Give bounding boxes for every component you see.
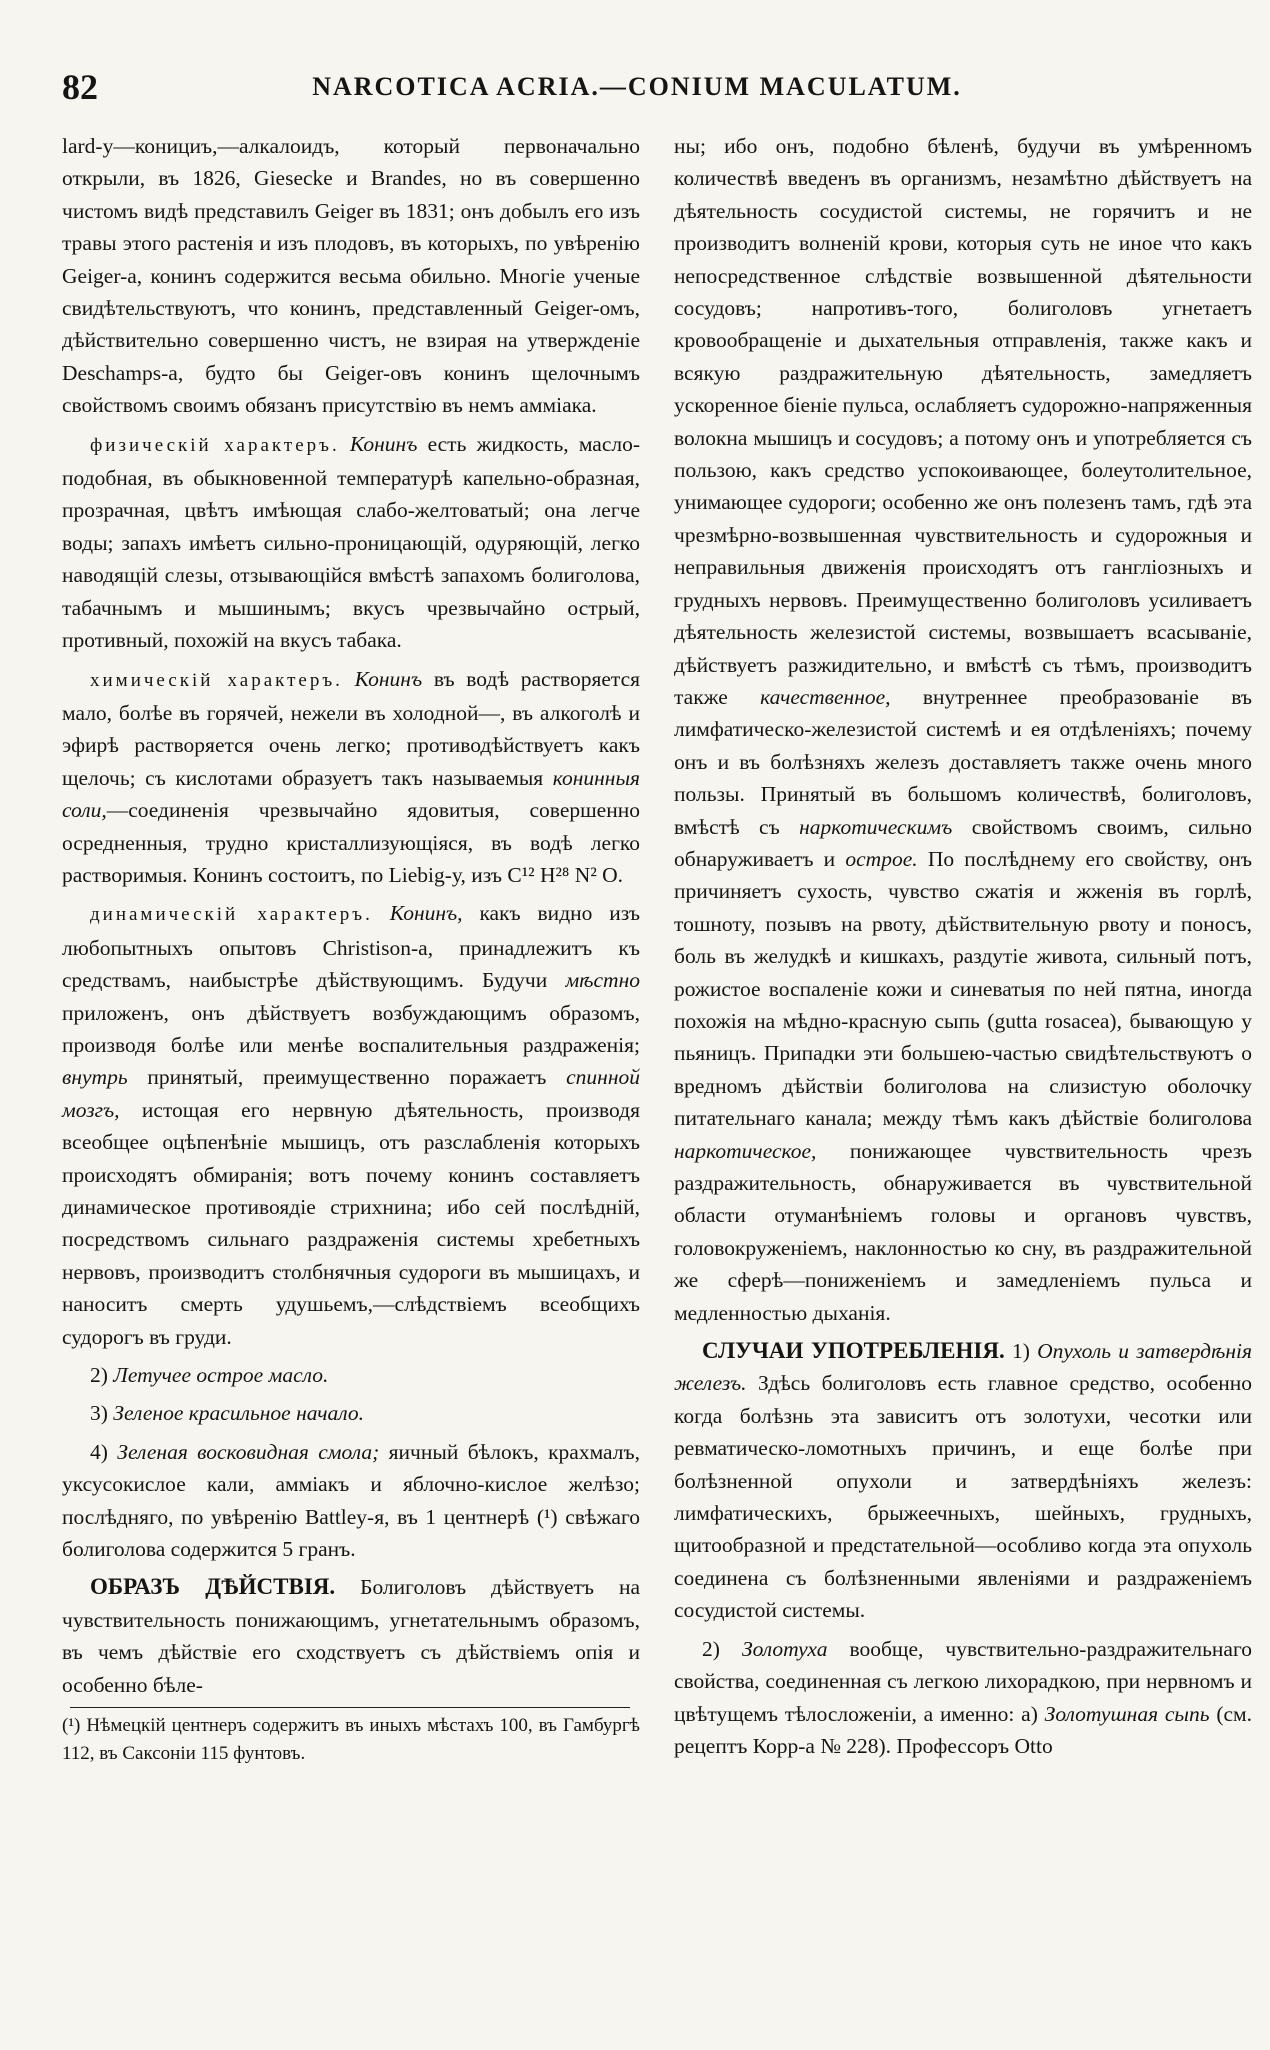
action-text: Болиголовъ дѣйствуетъ на чувствительность понижающимъ, угнетательнымъ образомъ, въ чемъ дѣйствіе его сходствуетъ съ дѣйствіемъ опія и особенно бѣле- bbox=[62, 1575, 641, 1697]
paragraph-scrofula bbox=[674, 1633, 1252, 1763]
term-coniine-salts: конинныя соли, bbox=[62, 765, 641, 823]
paragraph-mode-of-action bbox=[62, 1571, 640, 1701]
left-column bbox=[62, 130, 640, 1774]
chemical-text: въ водѣ растворяется мало, болѣе въ горячей, нежели въ холодной—, въ алкоголѣ и эфирѣ растворяется очень легко; противодѣйствуетъ какъ щелочь; съ кислотами образуетъ такъ называемыя bbox=[62, 666, 640, 790]
right-column bbox=[674, 130, 1252, 1768]
list-number: 1) bbox=[1011, 1339, 1030, 1364]
paragraph-coniine-intro: lard-у—конициъ,—алкалоидъ, который первоначально открыли, въ 1826, Giesecke и Brandes, но въ совершенно чистомъ видѣ представилъ Geiger въ 1831; онъ добылъ его изъ травы этого растенія и изъ плодовъ, въ которыхъ, по увѣренію Geiger-а, конинъ содержится весьма обильно. Многіе ученые свидѣтельствуютъ, что конинъ, представленный Geiger-омъ, дѣйствительно совершенно чистъ, не взирая на утвержденіе Deschamps-а, будто бы Geiger-овъ конинъ щелочнымъ свойствомъ своимъ обязанъ присутствію въ немъ аммiака. bbox=[62, 134, 640, 418]
paragraph-dynamic bbox=[62, 897, 640, 1353]
list-number: 4) bbox=[90, 1439, 108, 1464]
term-coniine: Конинъ, bbox=[389, 901, 463, 926]
footnote: (¹) Нѣмецкій центнеръ содержитъ въ иныхъ мѣстахъ 100, въ Гамбургѣ 112, въ Саксоніи 115 фунтовъ. bbox=[62, 1715, 640, 1765]
term-coniine: Конинъ bbox=[349, 431, 418, 456]
cases-text: Здѣсь болиголовъ есть главное средство, особенно когда болѣзнь эта зависитъ отъ золотухи, чесотки или ревматическо-ломотныхъ причинъ, и еще болѣе при болѣзненной опухоли и затвердѣніяхъ железъ: лимфатическихъ, брыжеечныхъ, шейныхъ, грудныхъ, щитообразной и предстательной—особливо когда эта опухоль соединена съ болѣзненными явленіями и раздраженіемъ сосудистой системы. bbox=[674, 1371, 1252, 1623]
list-number: 3) bbox=[90, 1401, 108, 1426]
scrofula-text: (см. рецептъ Корр-а № 228). Профессоръ Otto bbox=[674, 1701, 1253, 1758]
action-text: ны; ибо онъ, подобно бѣленѣ, будучи въ умѣренномъ количествѣ введенъ въ организмъ, незамѣтно дѣйствуетъ на дѣятельность сосудистой системы, не горячитъ и не производитъ волненій крови, которыя суть не иное что какъ непосредственное слѣдствіе возвышенной дѣятельности сосудовъ; напротивъ-того, болиголовъ угнетаетъ кровообращеніе и дыхательныя отправленія, также какъ и всякую раздражительную дѣятельность, замедляетъ ускоренное біеніе пульса, ослабляетъ судорожно-напряженныя волокна мышицъ и сосудовъ; а потому онъ и употребляется съ пользою, какъ средство успокоивающее, болеутолительное, унимающее судороги; особенно же онъ полезенъ тамъ, гдѣ эта чрезмѣрно-возвышенная чувствительность и судорожныя и неправильныя движенія происходятъ отъ гангліозныхъ и грудныхъ нервовъ. Преимущественно болиголовъ усиливаетъ дѣятельность железистой системы, возвышаетъ всасываніе, дѣйствуетъ разжидительно, и вмѣстѣ съ тѣмъ, производитъ также bbox=[674, 134, 1252, 709]
list-item-3 bbox=[62, 1397, 640, 1429]
list-term: Зеленая восковидная смола; bbox=[117, 1439, 380, 1464]
action-text: свойствомъ своимъ, сильно обнаруживаетъ и bbox=[674, 814, 1252, 871]
paragraph-physical bbox=[62, 428, 640, 657]
chemical-text-cont: —соединенія чрезвычайно ядовитыя, совершенно осредненныя, трудно кристаллизующіяся, въ водѣ легко растворимыя. Конинъ состоитъ, по Liebig-у, изъ C¹² H²⁸ N² O. bbox=[62, 798, 640, 887]
term-narcotic-action: наркотическое, bbox=[674, 1138, 817, 1163]
action-text: По послѣднему его свойству, онъ причиняетъ сухость, чувство сжатія и жженія въ горлѣ, тошноту, позывъ на рвоту, дѣйствительную рвоту и поносъ, боль въ желудкѣ и кишкахъ, раздутіе живота, сильный потъ, рожистое воспаленіе кожи и синеватыя по ней пятна, иногда похожія на мѣдно-красную сыпь (gutta rosacea), бывающую у пьяницъ. Припадки эти большею-частью свидѣтельствуютъ о вредномъ дѣйствіи болиголова на слизистую оболочку питательнаго канала; между тѣмъ какъ дѣйствіе болиголова bbox=[674, 846, 1253, 1131]
dynamic-text: принятый, преимущественно поражаетъ bbox=[147, 1065, 547, 1090]
list-number: 2) bbox=[90, 1363, 108, 1388]
list-number: 2) bbox=[702, 1636, 720, 1661]
paragraph-cases bbox=[674, 1335, 1252, 1627]
paragraph-action-continued bbox=[674, 130, 1252, 1329]
section-heading-cases: СЛУЧАИ УПОТРЕБЛЕНІЯ. bbox=[702, 1338, 1005, 1364]
term-glands: Опухоль и затвердѣнія железъ. bbox=[674, 1339, 1253, 1396]
section-heading-action: ОБРАЗЪ ДѢЙСТВІЯ. bbox=[90, 1574, 336, 1600]
list-text: Летучее острое масло. bbox=[113, 1363, 329, 1388]
page-header bbox=[62, 66, 1212, 110]
term-internally: внутрь bbox=[62, 1065, 128, 1090]
dynamic-text: какъ видно изъ любопытныхъ опытовъ Christison-а, принадлежитъ къ средствамъ, наибыстрѣе дѣйствующимъ. Будучи bbox=[62, 901, 641, 993]
term-qualitative: качественное, bbox=[760, 684, 891, 709]
term-locally: мѣстно bbox=[565, 968, 640, 993]
list-text: яичный бѣлокъ, крахмалъ, уксусокислое кали, аммiакъ и яблочно-кислое желѣзо; послѣдняго, по увѣренію Battley-я, въ 1 центнерѣ (¹) свѣжаго болиголова содержится 5 гранъ. bbox=[62, 1439, 640, 1562]
list-text: Зеленое красильное начало. bbox=[113, 1401, 364, 1426]
action-text: внутреннее преобразованіе въ лимфатическо-железистой системѣ и ея отдѣленіяхъ; почему онъ и въ болѣзняхъ железъ доставляетъ также очень много пользы. Принятый въ большомъ количествѣ, болиголовъ, вмѣстѣ съ bbox=[674, 684, 1252, 839]
dynamic-text: истощая его нервную дѣятельность, производя всеобщее оцѣпенѣніе мышицъ, отъ разслабленія которыхъ происходятъ обмиранія; вотъ почему конинъ составляетъ динамическое противоядіе стрихнина; ибо сей послѣдній, посредствомъ сильнаго раздраженія системы хребетныхъ нервовъ, производитъ столбнячныя судороги въ мышицахъ, и наноситъ смерть удушьемъ,—слѣдствіемъ всеобщихъ судорогъ въ груди. bbox=[62, 1097, 640, 1349]
page-number: 82 bbox=[62, 67, 98, 107]
section-heading-dynamic: динамическій характеръ. bbox=[90, 904, 373, 926]
term-narcotic: наркотическимъ bbox=[799, 814, 953, 839]
physical-text: есть жидкость, масло-подобная, въ обыкновенной температурѣ капельно-образная, прозрачная, цвѣтъ имѣющая слабо-желтоватый; она легче воды; запахъ имѣетъ сильно-проницающій, одуряющій, легко наводящій слезы, отзывающійся вмѣстѣ запахомъ болиголова, табачнымъ и мышинымъ; вкусъ чрезвычайно острый, противный, похожій на вкусъ табака. bbox=[62, 431, 641, 653]
footnote-rule bbox=[70, 1707, 630, 1708]
list-item-2 bbox=[62, 1359, 640, 1391]
section-heading-physical: физическій характеръ. bbox=[90, 434, 340, 456]
term-scrofula: Золотуха bbox=[741, 1636, 828, 1661]
term-spinal-cord: спинной мозгъ, bbox=[62, 1065, 640, 1122]
scrofula-text: вообще, чувствительно-раздражительнаго свойства, соединенная съ легкою лихорадкою, при нервномъ и цвѣтущемъ тѣлосложеніи, а именно: а) bbox=[674, 1636, 1253, 1726]
term-acrid: острое. bbox=[845, 846, 918, 871]
term-scrofulous-rash: Золотушная сыпь bbox=[1044, 1701, 1210, 1726]
section-heading-chemical: химическій характеръ. bbox=[90, 669, 343, 691]
list-item-4 bbox=[62, 1436, 640, 1566]
running-title: NARCOTICA ACRIA.—CONIUM MACULATUM. bbox=[312, 72, 962, 101]
action-text: понижающее чувствительность чрезъ раздражительность, обнаруживается въ чувствительной области отуманѣніемъ головы и органовъ чувствъ, головокруженіемъ, наклонностью ко сну, въ раздражительной же сферѣ—пониженіемъ и замедленіемъ пульса и медленностью дыханія. bbox=[674, 1138, 1253, 1325]
term-coniine: Конинъ bbox=[354, 666, 423, 691]
paragraph-chemical bbox=[62, 663, 640, 892]
dynamic-text: приложенъ, онъ дѣйствуетъ возбуждающимъ образомъ, производя болѣе или менѣе воспалительныя раздраженія; bbox=[62, 1000, 640, 1057]
